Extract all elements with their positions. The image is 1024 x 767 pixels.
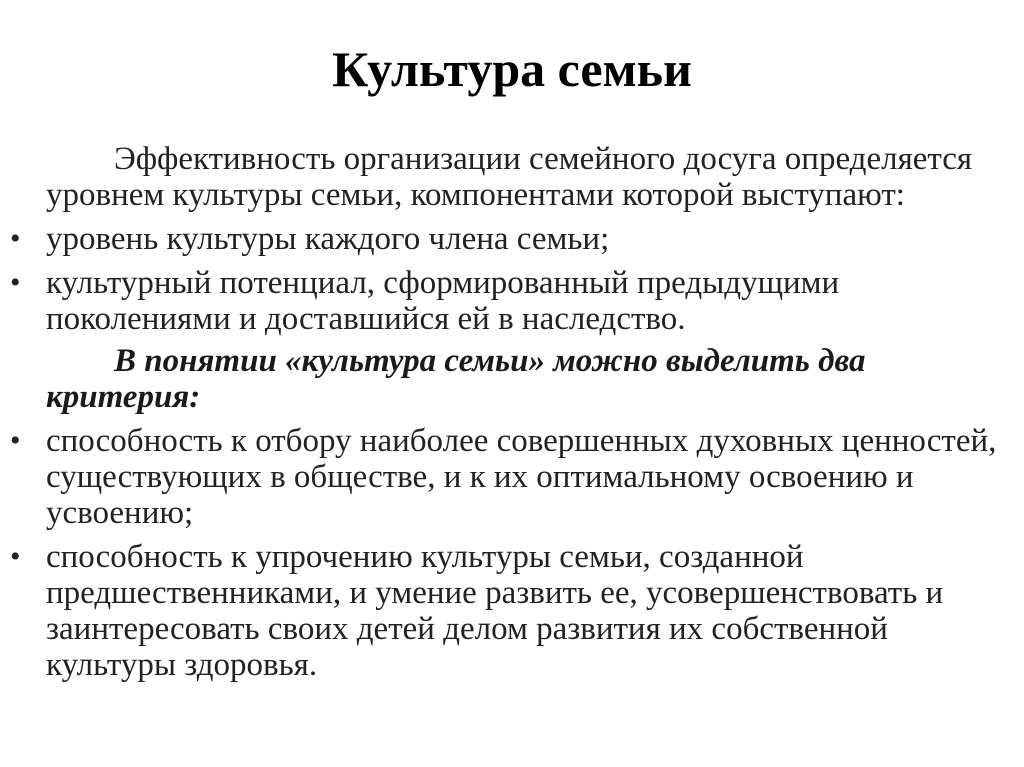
criteria-list [0,423,1024,683]
list-item-text: уровень культуры каждого члена семьи; [46,221,610,257]
bullet-icon: • [10,540,21,573]
slide-content [0,141,1024,683]
list-item-text: способность к упрочению культуры семьи, созданной предшественниками, и умение развить ее, усовершенствовать и заинтересовать своих детей делом развития их собственной культуры здоровья. [46,539,944,683]
intro-paragraph: Эффективность организации семейного досуга определяется уровнем культуры семьи, компонентами которой выступают: [46,141,973,213]
bullet-icon: • [10,222,21,255]
list-item-text: способность к отбору наиболее совершенных духовных ценностей, существующих в обществе, и к их оптимальному освоению и усвоению; [46,423,997,531]
bullet-icon: • [10,266,21,299]
bullet-icon: • [10,424,21,457]
slide-title: Культура семьи [332,41,692,97]
list-item-text: культурный потенциал, сформированный предыдущими поколениями и доставшийся ей в наследство. [46,265,840,337]
list-item [0,265,1024,337]
list-item [0,423,1024,531]
list-item [0,221,1024,257]
components-list [0,221,1024,337]
criteria-heading: В понятии «культура семьи» можно выделить два критерия: [46,343,866,415]
list-item [0,539,1024,683]
